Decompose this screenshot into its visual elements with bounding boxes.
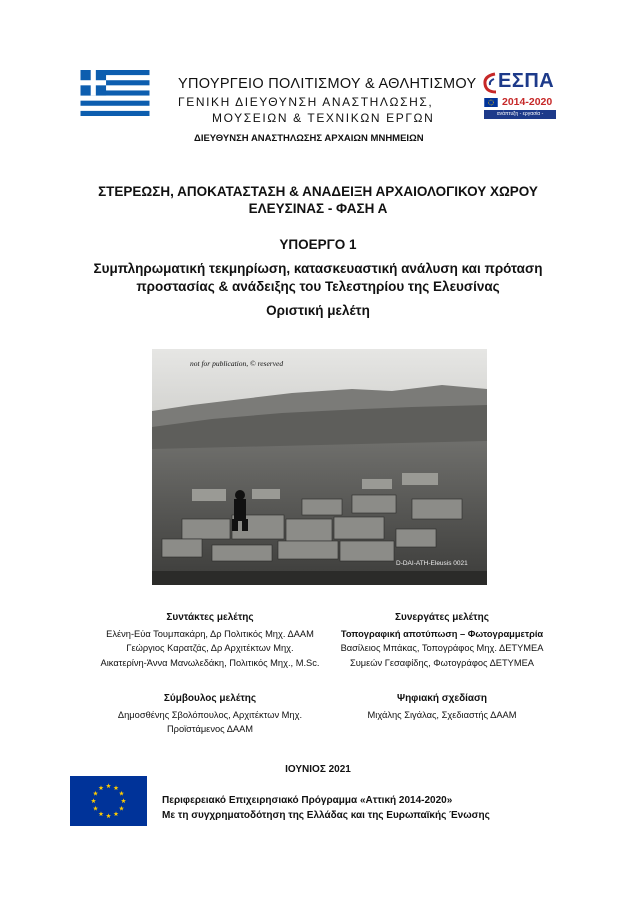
espa-logo-years: 2014-2020 (502, 96, 553, 108)
collaborator-name: Βασίλειος Μπάκας, Τοπογράφος Μηχ. ΔΕΤΥΜΕΑ (340, 643, 544, 653)
subproject-title: ΥΠΟΕΡΓΟ 1 (279, 237, 357, 252)
collaborators-block (312, 611, 572, 670)
espa-logo-tagline: ανάπτυξη - εργασία - αλληλεγγύη (484, 110, 556, 119)
general-directorate-line1: ΓΕΝΙΚΗ ΔΙΕΥΘΥΝΣΗ ΑΝΑΣΤΗΛΩΣΗΣ, (178, 95, 434, 109)
author-name: Γεώργιος Καρατζάς, Δρ Αρχιτέκτων Μηχ. (126, 643, 294, 653)
description-line1: Συμπληρωματική τεκμηρίωση, κατασκευαστική ανάλυση και πρόταση (93, 261, 543, 276)
espa-logo-name: ΕΣΠΑ (498, 70, 555, 92)
funding-program (162, 793, 490, 823)
document-date: ΙΟΥΝΙΟΣ 2021 (285, 764, 351, 775)
greek-flag-icon (80, 70, 150, 116)
collaborators-heading: Συνεργάτες μελέτης (395, 612, 489, 623)
author-name: Ελένη-Εύα Τουμπακάρη, Δρ Πολιτικός Μηχ. ΔΑΑΜ (106, 628, 314, 639)
eu-mini-flag-icon (484, 98, 498, 107)
espa-swirl-icon (482, 72, 498, 94)
espa-logo (480, 70, 560, 126)
program-line2: Με τη συγχρηματοδότηση της Ελλάδας και της Ευρωπαϊκής Ένωσης (162, 810, 490, 821)
collaborator-name: Συμεών Γεσαφίδης, Φωτογράφος ΔΕΤΥΜΕΑ (349, 657, 535, 668)
authors-block (80, 611, 340, 670)
project-title-line1: ΣΤΕΡΕΩΣΗ, ΑΠΟΚΑΤΑΣΤΑΣΗ & ΑΝΑΔΕΙΞΗ ΑΡΧΑΙΟΛΟΓΙΚΟΥ ΧΩΡΟΥ (98, 184, 538, 199)
advisor-name: Δημοσθένης Σβολόπουλος, Αρχιτέκτων Μηχ. (117, 709, 303, 720)
advisor-role: Προϊστάμενος ΔΑΑΜ (166, 724, 254, 734)
digital-design-heading: Ψηφιακή σχεδίαση (396, 693, 488, 704)
description-line2: προστασίας & ανάδειξης του Τελεστηρίου της Ελευσίνας (136, 279, 500, 294)
eu-flag-icon (70, 776, 147, 826)
collaborators-subheading: Τοπογραφική αποτύπωση – Φωτογραμμετρία (340, 628, 544, 639)
general-directorate-line2: ΜΟΥΣΕΙΩΝ & ΤΕΧΝΙΚΩΝ ΕΡΓΩΝ (212, 111, 435, 125)
photo-caption: D-DAI-ATH-Eleusis 0021 (396, 560, 468, 567)
project-title-line2: ΕΛΕΥΣΙΝΑΣ - ΦΑΣΗ Α (248, 201, 388, 216)
advisor-block (80, 692, 340, 737)
historic-photo (152, 349, 487, 585)
advisor-heading: Σύμβουλος μελέτης (163, 693, 257, 704)
ministry-name: ΥΠΟΥΡΓΕΙΟ ΠΟΛΙΤΙΣΜΟΥ & ΑΘΛΗΤΙΣΜΟΥ (178, 76, 477, 92)
ministry-header (178, 76, 478, 144)
authors-heading: Συντάκτες μελέτης (166, 612, 254, 623)
subproject-description (0, 260, 636, 296)
photo-watermark: not for publication, © reserved (190, 359, 284, 368)
study-type: Οριστική μελέτη (266, 303, 370, 318)
project-title (0, 183, 636, 217)
digital-designer-name: Μιχάλης Σιγάλας, Σχεδιαστής ΔΑΑΜ (367, 709, 517, 720)
digital-design-block (312, 692, 572, 722)
author-name: Αικατερίνη-Άννα Μανωλεδάκη, Πολιτικός Μηχ., M.Sc. (100, 657, 320, 668)
program-line1: Περιφερειακό Επιχειρησιακό Πρόγραμμα «Αττική 2014-2020» (162, 795, 453, 806)
directorate: ΔΙΕΥΘΥΝΣΗ ΑΝΑΣΤΗΛΩΣΗΣ ΑΡΧΑΙΩΝ ΜΝΗΜΕΙΩΝ (194, 133, 424, 144)
